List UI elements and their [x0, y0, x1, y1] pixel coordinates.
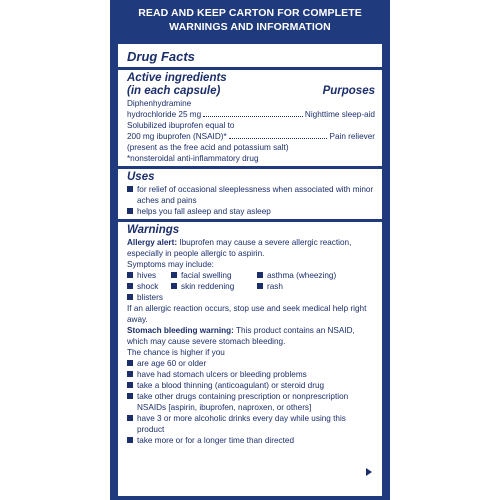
bullet-square-icon [127, 283, 133, 289]
divider [118, 166, 382, 169]
list-item: for relief of occasional sleeplessness when associated with minor aches and pains [127, 184, 375, 206]
bullet-square-icon [257, 272, 263, 278]
ingredient-purpose: Pain reliever [329, 132, 375, 141]
bullet-square-icon [127, 415, 133, 421]
ingredient-line: Diphenhydramine [127, 99, 192, 108]
list-item: have had stomach ulcers or bleeding problems [127, 369, 375, 380]
bullet-square-icon [127, 186, 133, 192]
warnings-heading: Warnings [127, 224, 180, 236]
bullet-square-icon [127, 294, 133, 300]
bullet-square-icon [127, 437, 133, 443]
symptoms-list [127, 270, 375, 303]
list-item: facial swelling [171, 270, 257, 281]
bullet-square-icon [127, 382, 133, 388]
divider [118, 219, 382, 222]
in-each-capsule-label: (in each capsule) [127, 85, 221, 97]
dot-leader [203, 109, 303, 117]
allergy-alert-text: Ibuprofen may cause a severe allergic reaction, especially in people allergic to aspirin. [127, 238, 352, 258]
allergy-alert-label: Allergy alert: [127, 238, 178, 247]
footnote: *nonsteroidal anti-inflammatory drug [127, 154, 259, 163]
allergy-alert [127, 237, 375, 259]
list-item: take a blood thinning (anticoagulant) or steroid drug [127, 380, 375, 391]
allergy-action: If an allergic reaction occurs, stop use and seek medical help right away. [127, 304, 367, 324]
list-item: are age 60 or older [127, 358, 375, 369]
bullet-square-icon [127, 208, 133, 214]
bullet-square-icon [127, 393, 133, 399]
bullet-square-icon [127, 360, 133, 366]
list-item: have 3 or more alcoholic drinks every day while using this product [127, 413, 375, 435]
carton-banner [110, 6, 390, 34]
stomach-warning-label: Stomach bleeding warning: [127, 326, 234, 335]
list-item: take more or for a longer time than directed [127, 435, 375, 446]
bullet-square-icon [257, 283, 263, 289]
list-item: asthma (wheezing) [257, 270, 375, 281]
bullet-square-icon [127, 272, 133, 278]
uses-section [127, 171, 375, 217]
banner-line-2: WARNINGS AND INFORMATION [169, 21, 331, 33]
ingredient-name: hydrochloride 25 mg [127, 110, 202, 119]
ingredient-name: 200 mg ibuprofen (NSAID)* [127, 132, 227, 141]
chance-intro: The chance is higher if you [127, 348, 225, 357]
purposes-heading: Purposes [322, 85, 375, 97]
bullet-square-icon [127, 371, 133, 377]
ingredient-row [127, 131, 375, 142]
list-item: rash [257, 281, 375, 292]
divider [118, 67, 382, 70]
drug-facts-title: Drug Facts [127, 49, 195, 64]
list-item: helps you fall asleep and stay asleep [127, 206, 375, 217]
banner-line-1: READ AND KEEP CARTON FOR COMPLETE [138, 7, 362, 19]
symptoms-intro: Symptoms may include: [127, 260, 214, 269]
ingredient-purpose: Nighttime sleep-aid [304, 110, 375, 119]
ingredient-line: (present as the free acid and potassium salt) [127, 143, 289, 152]
bullet-square-icon [171, 283, 177, 289]
stomach-warning [127, 325, 375, 347]
drug-facts-box [118, 44, 382, 496]
active-ingredients-section [127, 72, 375, 164]
drug-facts-panel [110, 0, 390, 500]
ingredient-line: Solubilized ibuprofen equal to [127, 121, 235, 130]
warnings-section [127, 224, 375, 446]
list-item: blisters [127, 292, 171, 303]
list-item: shock [127, 281, 171, 292]
list-item: skin reddening [171, 281, 257, 292]
uses-heading: Uses [127, 171, 155, 183]
bullet-square-icon [171, 272, 177, 278]
active-ingredients-heading: Active ingredients [127, 72, 227, 84]
dot-leader [229, 131, 328, 139]
list-item: take other drugs containing prescription or nonprescription NSAIDs [aspirin, ibuprofen, naproxen, or others] [127, 391, 375, 413]
ingredient-row [127, 109, 375, 120]
stomach-warning-text: This product contains an NSAID, which may cause severe stomach bleeding. [127, 326, 355, 346]
continue-arrow-icon [366, 468, 372, 476]
list-item: hives [127, 270, 171, 281]
